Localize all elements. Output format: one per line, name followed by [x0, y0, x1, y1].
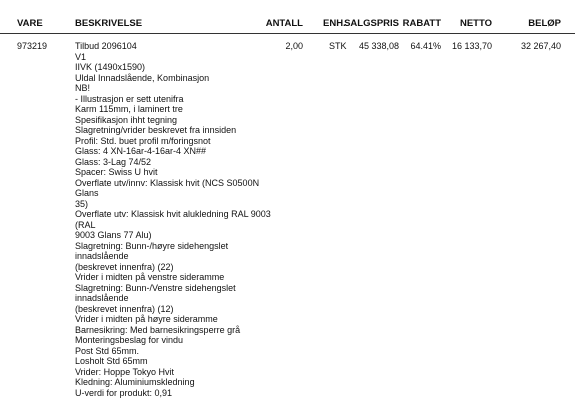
header-rabatt: RABATT — [402, 18, 441, 29]
description-line: innadslående — [75, 293, 129, 303]
description-line: Spacer: Swiss U hvit — [75, 167, 158, 177]
header-enh: ENH. — [323, 18, 346, 29]
description-line: (beskrevet innenfra) (22) — [75, 261, 174, 272]
description-line: 9003 Glans 77 Alu) — [75, 230, 152, 240]
description-line: (RAL — [75, 219, 96, 230]
table-header — [0, 0, 575, 34]
description-line: Tilbud 2096104 — [75, 41, 137, 51]
description-line: Profil: Std. buet profil m/foringsnot — [75, 135, 211, 146]
description-line: Karm 115mm, i laminert tre — [75, 104, 183, 114]
description-line: Overflate utv: Klassisk hvit alukledning RAL 9003 — [75, 209, 271, 219]
cell-vare: 973219 — [17, 41, 48, 51]
description-line: Overflate utv/innv: Klassisk hvit (NCS S0500N — [75, 177, 260, 188]
description-line: Barnesikring: Med barnesikringsperre grå — [75, 324, 241, 335]
description-line: Spesifikasjon ihht tegning — [75, 114, 178, 125]
header-netto: NETTO — [459, 18, 492, 29]
description-line: Losholt Std 65mm — [75, 356, 148, 366]
description-line: Slagretning: Bunn-/Venstre sidehengslet — [75, 282, 236, 293]
description-line: innadslående — [75, 251, 129, 261]
description-line: Kledning: Aluminiumskledning — [75, 377, 195, 387]
cell-antall: 2,00 — [285, 41, 303, 51]
description-line: Vrider: Hoppe Tokyo Hvit — [75, 366, 175, 377]
cell-belop: 32 267,40 — [520, 41, 561, 51]
header-vare: VARE — [17, 18, 43, 29]
cell-rabatt: 64.41% — [410, 41, 441, 51]
description-line: Monteringsbeslag for vindu — [75, 335, 184, 345]
description-line: Slagretning: Bunn-/høyre sidehengslet — [75, 240, 229, 251]
description-line: Slagretning/vrider beskrevet fra innsiden — [75, 125, 237, 135]
description-line: Post Std 65mm. — [75, 345, 140, 356]
description-line: IIVK (1490x1590) — [75, 62, 146, 72]
description-line: Uldal Innadslående, Kombinasjon — [75, 72, 210, 83]
description-line: V1 — [75, 51, 87, 62]
description-line: 35) — [75, 198, 89, 209]
header-antall: ANTALL — [265, 18, 303, 29]
description-line: Glass: 4 XN-16ar-4-16ar-4 XN## — [75, 146, 207, 156]
description-line: (beskrevet innenfra) (12) — [75, 303, 174, 314]
description-line: Vrider i midten på høyre sideramme — [75, 314, 218, 324]
description-line: Glass: 3-Lag 74/52 — [75, 156, 152, 167]
description-line: Glans — [75, 188, 99, 198]
cell-netto: 16 133,70 — [451, 41, 492, 51]
cell-enh: STK — [329, 41, 347, 51]
header-beskrivelse: BESKRIVELSE — [75, 18, 143, 29]
description-line: Vrider i midten på venstre sideramme — [75, 272, 225, 282]
header-belop: BELØP — [528, 18, 561, 29]
description-line: - Illustrasjon er sett utenifra — [75, 93, 184, 104]
header-salgspris: SALGSPRIS — [344, 18, 399, 29]
description-line: NB! — [75, 83, 91, 93]
header-divider — [0, 33, 575, 34]
description-line: U-verdi for produkt: 0,91 — [75, 387, 173, 398]
cell-salgspris: 45 338,08 — [358, 41, 399, 51]
cell-beskrivelse — [75, 41, 275, 398]
